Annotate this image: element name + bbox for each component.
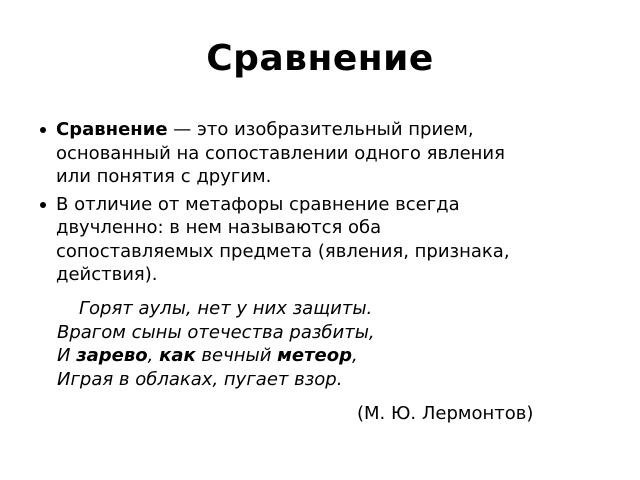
- bullet-definition: [38, 118, 598, 189]
- poem-line-3: [57, 344, 375, 368]
- poem-line-1: Горят аулы, нет у них защиты.: [79, 298, 373, 319]
- poem-line-3-part-1: И: [57, 345, 77, 366]
- distinction-line-4: действия).: [56, 264, 158, 285]
- poem-word-zarevo: зарево: [76, 345, 148, 366]
- distinction-line-1: В отличие от метафоры сравнение всегда: [56, 193, 460, 215]
- bullet-icon: [40, 202, 46, 208]
- poem-attribution: (М. Ю. Лермонтов): [357, 403, 534, 424]
- term-comparison: Сравнение: [56, 119, 168, 140]
- bullet-list: [38, 118, 598, 291]
- poem-quote: [57, 297, 375, 391]
- distinction-line-2: двучленно: в нем называются оба: [56, 217, 382, 238]
- definition-line-2: основанный на сопоставлении одного явления: [56, 142, 505, 164]
- poem-word-kak: как: [159, 345, 196, 366]
- bullet-distinction: [38, 193, 598, 287]
- distinction-line-3: сопоставляемых предмета (явления, признака,: [56, 240, 510, 262]
- poem-line-3-part-3: вечный: [195, 345, 278, 366]
- poem-word-meteor: метеор: [277, 345, 352, 366]
- poem-line-2: Врагом сыны отечества разбиты,: [57, 321, 375, 343]
- poem-line-3-part-4: ,: [351, 345, 358, 366]
- definition-line-3: или понятия с другим.: [56, 166, 272, 187]
- bullet-icon: [40, 127, 46, 133]
- poem-line-4: Играя в облаках, пугает взор.: [57, 368, 343, 390]
- slide-title: Сравнение: [206, 38, 434, 79]
- poem-line-3-part-2: ,: [147, 345, 160, 366]
- definition-line-1: — это изобразительный прием,: [167, 119, 474, 140]
